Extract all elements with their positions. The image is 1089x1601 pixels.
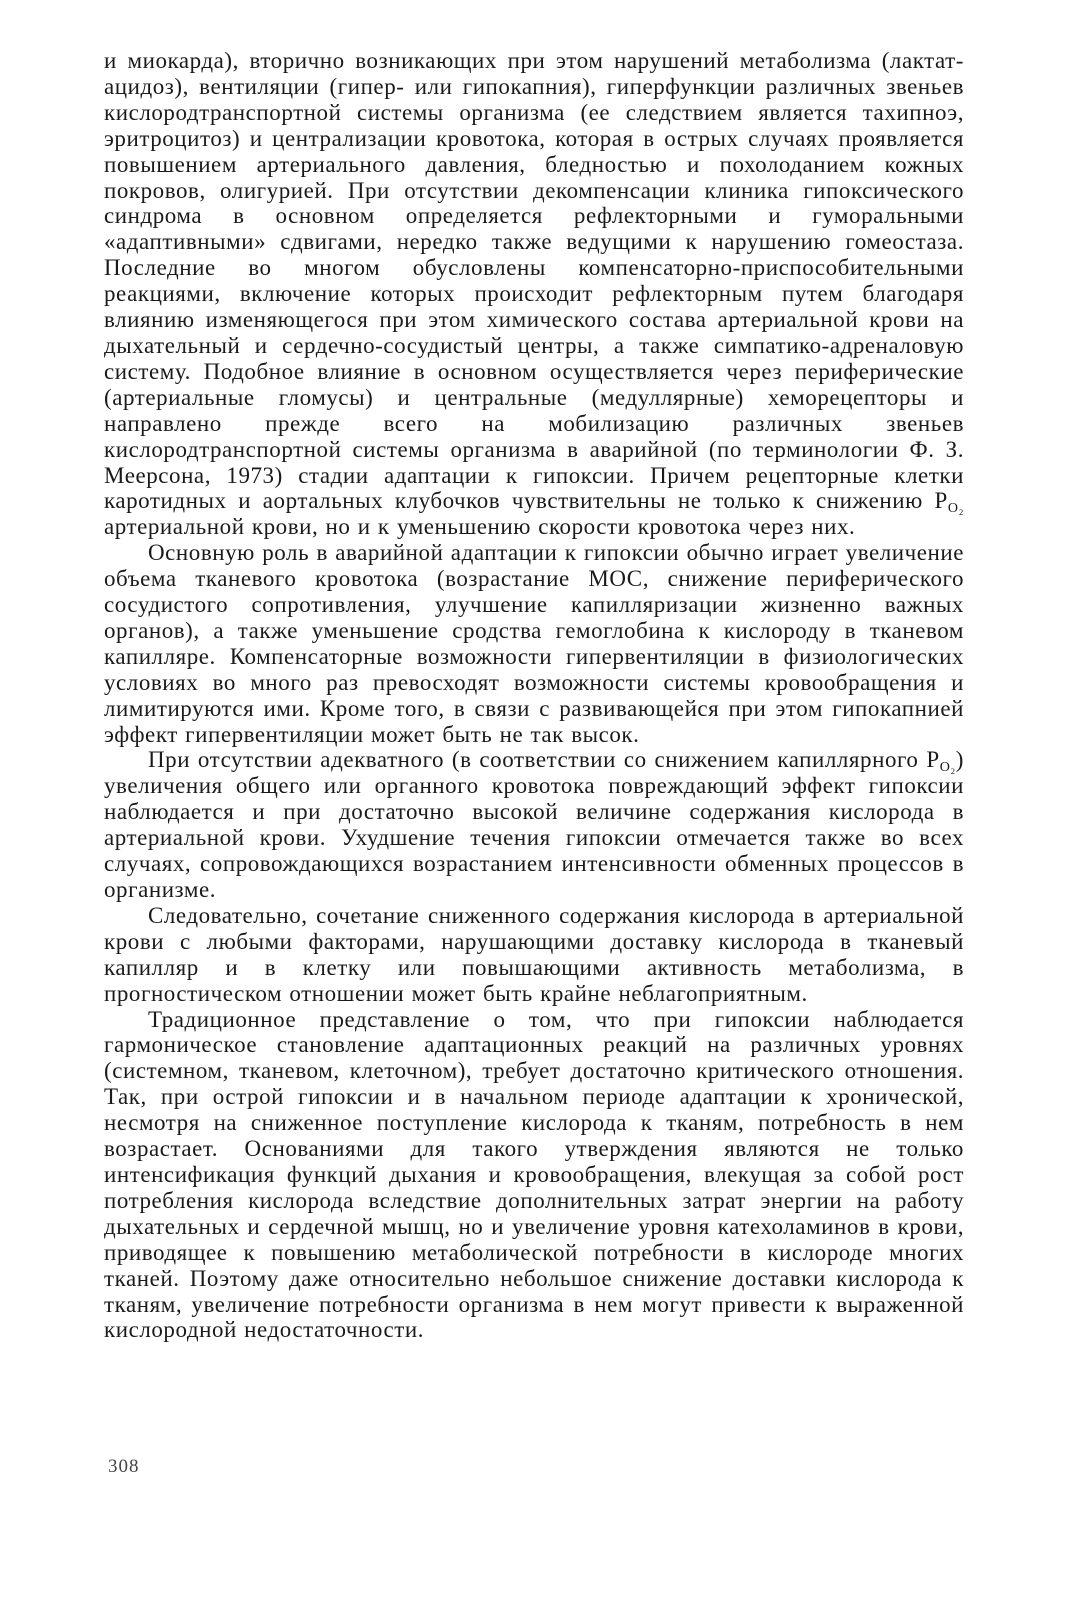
paragraph-text: артериальной крови, но и к уменьшению скорости кровотока через них. [104,514,856,540]
text-column [104,48,964,1343]
paragraph-1 [104,48,964,540]
subscript: O₂ [939,760,956,776]
paragraph-3 [104,747,964,902]
paragraph-text: Основную роль в аварийной адаптации к гипоксии обычно играет увеличение объема тканевого кровотока (возрастание МОС, снижение периферического сосудистого сопротивления, улучшение капилляризации жизненно важных органов), а также уменьшение сродства гемоглобина к кислороду в тканевом капилляре. Компенсаторные возможности гипервентиляции в физиологических условиях во много раз превосходят возможности системы кровообращения и лимитируются ими. Кроме того, в связи с развивающейся при этом гипокапнией эффект гипервентиляции может быть не так высок. [104,540,964,747]
paragraph-4 [104,903,964,1007]
subscript: O₂ [947,501,964,517]
paragraph-text: Следовательно, сочетание сниженного содержания кислорода в артериальной крови с любыми факторами, нарушающими доставку кислорода в тканевый капилляр и в клетку или повышающими активность метаболизма, в прогностическом отношении может быть крайне неблагоприятным. [104,902,964,1006]
page-body [104,48,964,1343]
page-number: 308 [108,1456,140,1477]
paragraph-5 [104,1007,964,1344]
paragraph-text: ) увеличения общего или органного кровотока повреждающий эффект гипоксии наблюдается и при достаточно высокой величине содержания кислорода в артериальной крови. Ухудшение течения гипоксии отмечается также во всех случаях, сопровождающихся возрастанием интенсивности обменных процессов в организме. [104,747,964,902]
paragraph-text: При отсутствии адекватного (в соответствии со снижением капиллярного P [148,747,940,773]
paragraph-2 [104,540,964,747]
paragraph-text: Традиционное представление о том, что при гипоксии наблюдается гармоническое становление адаптационных реакций на различных уровнях (системном, тканевом, клеточном), требует достаточно критического отношения. Так, при острой гипоксии и в начальном периоде адаптации к хронической, несмотря на сниженное поступление кислорода к тканям, потребность в нем возрастает. Основаниями для такого утверждения являются не только интенсификация функций дыхания и кровообращения, влекущая за собой рост потребления кислорода вследствие дополнительных затрат энергии на работу дыхательных и сердечной мышц, но и увеличение уровня катехоламинов в крови, приводящее к повышению метаболической потребности в кислороде многих тканей. Поэтому даже относительно небольшое снижение доставки кислорода к тканям, увеличение потребности организма в нем могут привести к выраженной кислородной недостаточности. [104,1006,964,1343]
paragraph-text: и миокарда), вторично возникающих при этом нарушений метаболизма (лактат-ацидоз), вентиляции (гипер- или гипокапния), гиперфункции различных звеньев кислородтранспортной системы организма (ее следствием является тахипноэ, эритроцитоз) и централизации кровотока, которая в острых случаях проявляется повышением артериального давления, бледностью и похолоданием кожных покровов, олигурией. При отсутствии декомпенсации клиника гипоксического синдрома в основном определяется рефлекторными и гуморальными «адаптивными» сдвигами, нередко также ведущими к нарушению гомеостаза. Последние во многом обусловлены компенсаторно-приспособительными реакциями, включение которых происходит рефлекторным путем благодаря влиянию изменяющегося при этом химического состава артериальной крови на дыхательный и сердечно-сосудистый центры, а также симпатико-адреналовую систему. Подобное влияние в основном осуществляется через периферические (артериальные гломусы) и центральные (медуллярные) хеморецепторы и направлено прежде всего на мобилизацию различных звеньев кислородтранспортной системы организма в аварийной (по терминологии Ф. З. Меерсона, 1973) стадии адаптации к гипоксии. Причем рецепторные клетки каротидных и аортальных клубочков чувствительны не только к снижению P [104,48,964,514]
